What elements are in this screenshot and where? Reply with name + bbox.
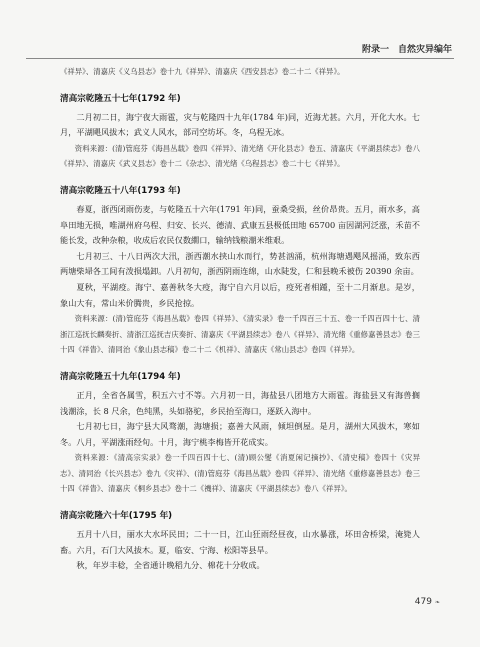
section-heading-1794: 清高宗乾隆五十九年(1794 年): [60, 371, 181, 382]
running-header: 附录一 自然灾异编年: [361, 45, 452, 55]
source-1793: 资料来源：(清)管庭芬《海昌丛载》卷四《祥异》、《清实录》卷一千四百三十五、卷一千四百四十七、清浙江巡抚长麟奏折、清浙江巡抚吉庆奏折、清嘉庆《平湖县续志》卷八《祥异》、清光绪《重修嘉善县志》卷三十四《祥眚》、清同治《象山县志稿》卷二十二《机祥》、清嘉庆《常山县志》卷四《祥异》。: [60, 314, 420, 355]
paragraph-1794-2: 七月初七日，海宁县大风骛潮，海塘损；嘉善大风雨，倾坦倒屋。是月，湖州大风拔木，寒如冬。八月，平湖涨雨经旬。十月，海宁桃李梅皆开花成实。: [60, 421, 420, 447]
paragraph-1795-2: 秋，年岁丰稔，全省通计晚稻九分、棉花十分收成。: [76, 560, 265, 571]
intro-source-text: 《祥异》、清嘉庆《义乌县志》卷十九《祥异》、清嘉庆《西安县志》卷二十二《祥异》。: [60, 67, 345, 76]
paragraph-1793-2: 七月初三、十八日两次大汛，浙西潮水挟山水而行，势甚汹涌，杭州海塘遇飓风摇涌，致东西两塘柴埽各工间有泼损塌卸。八月初旬，浙西阴雨连绵，山水陡发，仁和县晚禾被伤 20390 余亩。: [60, 250, 420, 277]
page-number: [415, 597, 440, 607]
page-body: [60, 64, 420, 574]
paragraph-1793-1: 春夏，浙西闭雨伤麦，与乾隆五十六年(1791 年)同，蚕桑受损，丝价昂贵。五月，雨水多，高阜田地无损，唯湖州府乌程、归安、长兴、德清、武康五县极低田地 65700 亩因湖河泛涨，禾苗不能长发，改种杂粮，收成后农民仅数繝口，输纳钱粮潮米维艰。: [60, 203, 420, 246]
paragraph-1793-3: 夏秋，平湖疫。海宁、嘉善秋冬大疫，海宁自六月以后，疫死者相踵，至十二月渐息。是岁，象山大有，常山米价腾贵，乡民抢掠。: [60, 281, 420, 308]
page-ornament-icon: ❧: [434, 599, 440, 606]
section-heading-1792: 清高宗乾隆五十七年(1792 年): [60, 93, 181, 104]
source-1792: 资料来源：(清)管庭芬《海昌丛载》卷四《祥异》、清光绪《开化县志》卷五、清嘉庆《平湖县续志》卷八《祥异》、清嘉庆《武义县志》卷十二《杂志》、清光绪《乌程县志》卷二十七《祥异》。: [60, 143, 420, 169]
paragraph-1792-1: 二月初二日，海宁夜大雨雹，灾与乾隆四十九年(1784 年)同，近海尤甚。六月，开化大水。七月，平湖飓风拔木；武义人风水，部司空坊坏。冬，乌程无冰。: [60, 111, 420, 138]
page-number-text: 479: [414, 597, 432, 607]
paragraph-1795-1: 五月十八日，丽水大水坏民田；二十一日，江山狂雨经昼夜，山水暴涨，坏田舍桥梁，淹毙人畜。六月，石门大风拔木。夏，临安、宁海、松阳等县旱。: [60, 529, 420, 555]
paragraph-1794-1: 正月，全省各属雪，积五六寸不等。六月初一日，海盐县八团地方大雨雹。海盐县又有海兽搁浅潮涂，长 8 尺余，色纯黑，头如骆驼，乡民抬至海口，逐跃入海中。: [60, 389, 420, 416]
header-rule: [26, 58, 454, 59]
section-heading-1793: 清高宗乾隆五十八年(1793 年): [60, 185, 181, 196]
source-1794: 资料来源：《清高宗实录》卷一千四百四十七、(清)顾公燮《消夏闲记摘抄》、《清史稿》卷四十《灾异志》、清同治《长兴县志》卷九《灾祥》、(清)管庭芬《海昌丛载》卷四《祥异》、清光绪《重修嘉善县志》卷三十四《祥眚》、清嘉庆《桐乡县志》卷十二《禨祥》、清嘉庆《平湖县续志》卷八《祥异》。: [60, 453, 420, 494]
section-heading-1795: 清高宗乾隆六十年(1795 年): [60, 511, 173, 522]
